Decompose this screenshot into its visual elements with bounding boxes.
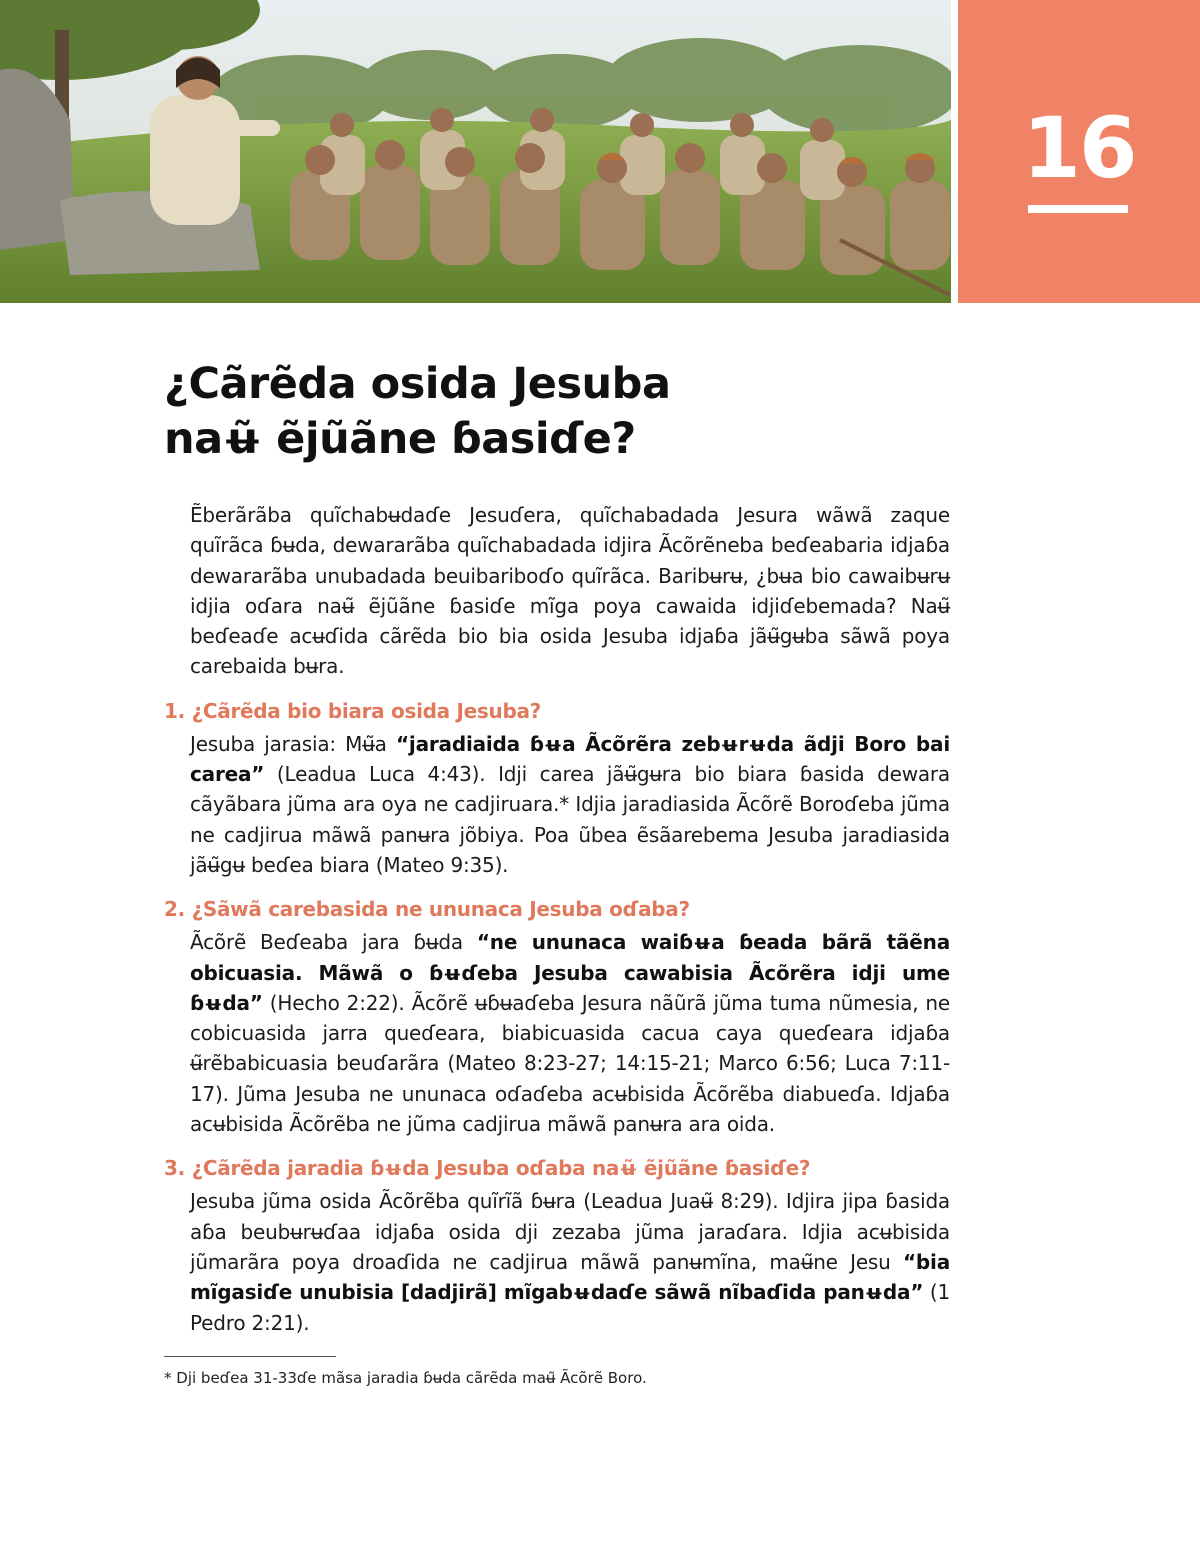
- chapter-underline: [1028, 205, 1128, 213]
- answer-2-text-cont: (Hecho 2:22). Ãcõrẽ ʉɓʉaɗeba Jesura nãũrã jũma tuma nũmesia, ne cobicuasida jarra queɗeara, biabicuasida cacua caya queɗeara idjaɓa ʉ̃rẽbabicuasia beuɗarãra (Mateo 8:23-27; 14:15-21; Marco 6:56; Luca 7:11-17). Jũma Jesuba ne ununaca oɗaɗeba acʉbisida Ãcõrẽba diabueɗa. Idjaɓa acʉbisida Ãcõrẽba ne jũma cadjirua mãwã panʉra ara oida.: [190, 990, 950, 1137]
- hero-illustration: [0, 0, 951, 303]
- chapter-badge: [958, 0, 1200, 303]
- title-line-1: ¿Cãrẽda osida Jesuba: [164, 359, 671, 409]
- question-2-heading: 2. ¿Sãwã carebasida ne ununaca Jesuba oɗaba?: [164, 897, 690, 922]
- question-3-heading: 3. ¿Cãrẽda jaradia ɓʉda Jesuba oɗaba naʉ̃ ẽjũãne ɓasiɗe?: [164, 1156, 811, 1181]
- answer-3-quote: “bia mĩgasiɗe unubisia [dadjirã] mĩgabʉdaɗe sãwã nĩbaɗida panʉda”: [190, 1249, 950, 1305]
- footnote: * Dji beɗea 31-33ɗe mãsa jaradia ɓʉda cãrẽda maʉ̃ Ãcõrẽ Boro.: [164, 1368, 647, 1387]
- answer-3-text-cont: (1 Pedro 2:21).: [190, 1280, 950, 1335]
- footnote-divider: [164, 1356, 336, 1357]
- question-1-heading: 1. ¿Cãrẽda bio biara osida Jesuba?: [164, 698, 541, 723]
- chapter-number: 16: [1022, 99, 1136, 197]
- answer-1-quote: “jaradiaida ɓʉa Ãcõrẽra zebʉrʉda ãdji Boro bai carea”: [190, 731, 950, 787]
- main-content: [164, 500, 950, 1389]
- answer-2-quote: “ne ununaca waiɓʉa ɓeada bãrã tãẽna obicuasia. Mãwã o ɓʉɗeba Jesuba cawabisia Ãcõrẽra idji ume ɓʉda”: [190, 930, 950, 1015]
- answer-3-text: Jesuba jũma osida Ãcõrẽba quĩrĩã ɓʉra (Leadua Juaʉ̃ 8:29). Idjira jipa ɓasida aɓa beubʉrʉɗaa idjaɓa osida dji zezaba jũma jaraɗara. Idjia acʉbisida jũmarãra poya droaɗida ne cadjirua mãwã panʉmĩna, maʉ̃ne Jesu: [190, 1189, 950, 1274]
- intro-paragraph: Ẽberãrãba quĩchabʉdaɗe Jesuɗera, quĩchabadada Jesura wãwã zaque quĩrãca ɓʉda, dewararãba quĩchabadada idjira Ãcõrẽneba beɗeabaria idjaɓa dewararãba unubadada beuibariboɗo quĩrãca. Baribʉrʉ, ¿bʉa bio cawaibʉrʉ idjia oɗara naʉ̃ ẽjũãne ɓasiɗe mĩga poya cawaida idjiɗebemada? Naʉ̃ beɗeaɗe acʉɗida cãrẽda bio bia osida Jesuba idjaɓa jãʉ̃gʉba sãwã poya carebaida bʉra.: [190, 503, 950, 679]
- question-3-answer: [164, 1186, 950, 1337]
- page-title: [164, 357, 954, 467]
- answer-2-text: Ãcõrẽ Beɗeaba jara ɓʉda: [190, 930, 477, 955]
- answer-1-text-cont: (Leadua Luca 4:43). Idji carea jãʉ̃gʉra bio biara ɓasida dewara cãyãbara jũma ara oya ne cadjiruara.* Idjia jaradiasida Ãcõrẽ Boroɗeba jũma ne cadjirua mãwã panʉra jõbiya. Poa ũbea ẽsãarebema Jesuba jaradiasida jãʉ̃gʉ beɗea biara (Mateo 9:35).: [190, 762, 950, 877]
- question-1-answer: [164, 729, 950, 880]
- answer-1-text: Jesuba jarasia: Mʉ̃a: [190, 731, 396, 756]
- title-line-2: naʉ̃ ẽjũãne ɓasiɗe?: [164, 414, 636, 464]
- question-2-answer: [164, 927, 950, 1139]
